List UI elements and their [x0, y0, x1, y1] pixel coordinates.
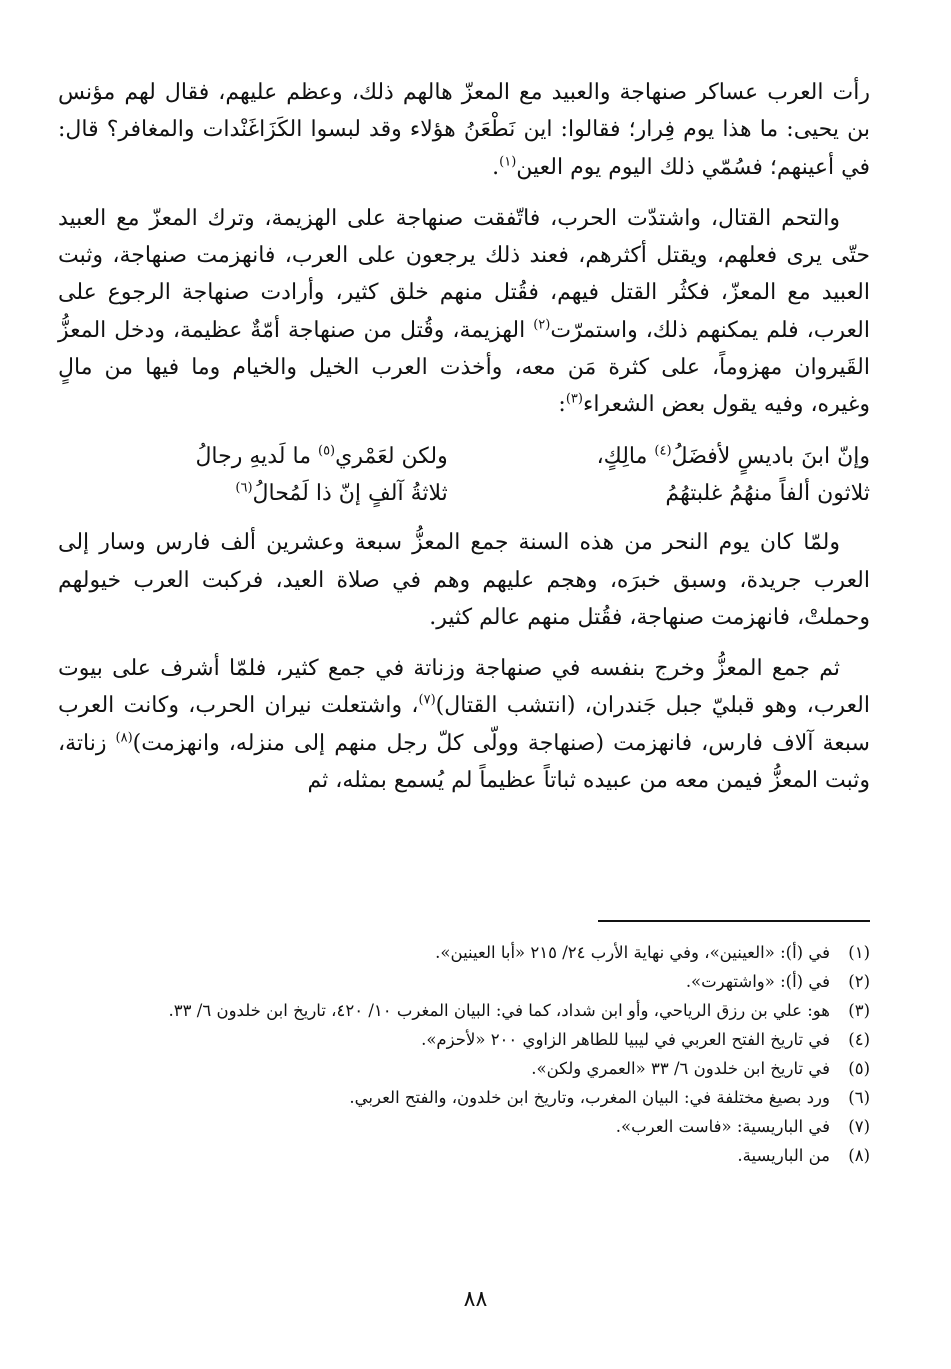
footnote-4: [58, 1025, 870, 1054]
page-number: ٨٨: [463, 1287, 488, 1312]
footnote-number: (٧): [848, 1117, 870, 1136]
footnote-1: [58, 938, 870, 967]
footnotes: [58, 938, 870, 1170]
verse-line-1: [58, 438, 870, 475]
verse-line-2: [58, 475, 870, 512]
paragraph-text: ولمّا كان يوم النحر من هذه السنة جمع المعزُّ سبعة وعشرين ألف فارس وسار إلى العرب جريدة، وسبق خبرَه، وهجم عليهم وهم في صلاة العيد، فركبت العرب خيولهم وحملتْ، فانهزمت صنهاجة، فقُتل منهم عالم كثير.: [58, 530, 870, 630]
paragraph-4: [58, 650, 870, 799]
footnote-ref: (٦): [235, 480, 253, 496]
footnote-text: ورد بصيغ مختلفة في: البيان المغرب، وتاريخ ابن خلدون، والفتح العربي.: [349, 1088, 830, 1107]
footnote-number: (٤): [848, 1030, 870, 1049]
main-text: [58, 74, 870, 813]
footnote-ref: (٢): [533, 317, 551, 333]
hemistich-second: ولكن لعَمْري$^{(٥)}$ ما لَديهِ رجالُ: [195, 443, 448, 469]
hemistich-second: ثلاثةُ آلفٍ إنّ ذا لَمُحالُ$^{(٦)}$: [235, 480, 448, 506]
footnote-text: من الباريسية.: [737, 1146, 830, 1165]
footnote-number: (٢): [848, 972, 870, 991]
footnote-text: في الباريسية: «فاست العرب».: [615, 1117, 830, 1136]
footnote-ref: (٨): [115, 730, 133, 746]
footnote-6: [58, 1083, 870, 1112]
footnote-8: [58, 1141, 870, 1170]
footnote-number: (٦): [848, 1088, 870, 1107]
footnote-ref: (٧): [418, 693, 436, 709]
footnote-number: (٨): [848, 1146, 870, 1165]
footnote-5: [58, 1054, 870, 1083]
footnote-text: هو: علي بن رزق الرياحي، وأو ابن شداد، كما في: البيان المغرب ١٠/ ٤٢٠، تاريخ ابن خلدون ٦/ ٣٣.: [168, 1001, 830, 1020]
paragraph-3: [58, 524, 870, 636]
footnote-ref: (٣): [565, 392, 583, 408]
paragraph-tail: :: [558, 392, 566, 418]
footnote-ref: (١): [499, 154, 517, 170]
paragraph-text: زناتة، وثبت المعزُّ فيمن معه من عبيده ثباتاً عظيماً لم يُسمع بمثله، ثم: [58, 730, 870, 794]
footnote-ref: (٤): [654, 443, 672, 459]
footnote-2: [58, 967, 870, 996]
paragraph-2: [58, 200, 870, 424]
paragraph-tail: .: [492, 154, 500, 180]
poem: [58, 438, 870, 513]
footnote-text: في تاريخ الفتح العربي في ليبيا للطاهر الزاوي ٢٠٠ «لأحزم».: [421, 1030, 830, 1049]
hemistich-first: وإنّ ابنَ باديسٍ لأفضَلُ$^{(٤)}$ مالِكٍ،: [596, 443, 870, 469]
footnote-ref: (٥): [317, 443, 336, 459]
footnote-number: (٥): [848, 1059, 870, 1078]
footnote-text: في تاريخ ابن خلدون ٦/ ٣٣ «العمري ولكن».: [531, 1059, 830, 1078]
paragraph-text: والتحم القتال، واشتدّت الحرب، فاتّفقت صنهاجة على الهزيمة، وترك المعزّ مع العبيد حتّى يرى فعلهم، ويقتل أكثرهم، فعند ذلك يرجعون على العرب، فانهزمت صنهاجة، وثبت العبيد مع المعزّ، فكثُر القتل فيهم، فقُتل منهم خلق كثير، وأرادت صنهاجة الرجوع على العرب، فلم يمكنهم ذلك، واستمرّت: [58, 205, 870, 343]
paragraph-text: الهزيمة، وقُتل من صنهاجة أمّةٌ عظيمة، ودخل المعزُّ القَيروان مهزوماً، على كثرة مَن معه، وأخذت العرب الخيل والخيام وما فيها من مالٍ وغيره، وفيه يقول بعض الشعراء: [58, 317, 870, 418]
footnote-text: في (أ): «العينين»، وفي نهاية الأرب ٢٤/ ٢١٥ «أبا العينين».: [435, 943, 830, 962]
footnote-text: في (أ): «واشتهرت».: [685, 972, 830, 991]
footnote-3: [58, 996, 870, 1025]
paragraph-text: ، واشتعلت نيران الحرب، وكانت العرب سبعة آلاف فارس، فانهزمت (صنهاجة وولّى كلّ رجل منهم إلى منزله، وانهزمت): [58, 693, 870, 756]
hemistich-first: ثلاثون ألفاً منهُمُ غلبتهُمُ: [665, 480, 870, 506]
footnote-7: [58, 1112, 870, 1141]
paragraph-text: ثم جمع المعزُّ وخرج بنفسه في صنهاجة وزناتة في جمع كثير، فلمّا أشرف على بيوت العرب، وهو قبليّ جبل جَندران، (انتشب القتال): [58, 656, 871, 719]
paragraph-text: رأت العرب عساكر صنهاجة والعبيد مع المعزّ هالهم ذلك، وعظم عليهم، فقال لهم مؤنس بن يحيى: ما هذا يوم فِرار؛ فقالوا: اين نَطْعَنُ هؤلاء وقد لبسوا الكَزَاغَنْدات والمغافر؟ قال: في أعينهم؛ فسُمّي ذلك اليوم يوم العين: [58, 80, 870, 180]
paragraph-1: [58, 74, 870, 186]
footnote-number: (٣): [848, 1001, 870, 1020]
footnote-separator: [598, 920, 870, 922]
footnote-number: (١): [848, 943, 870, 962]
